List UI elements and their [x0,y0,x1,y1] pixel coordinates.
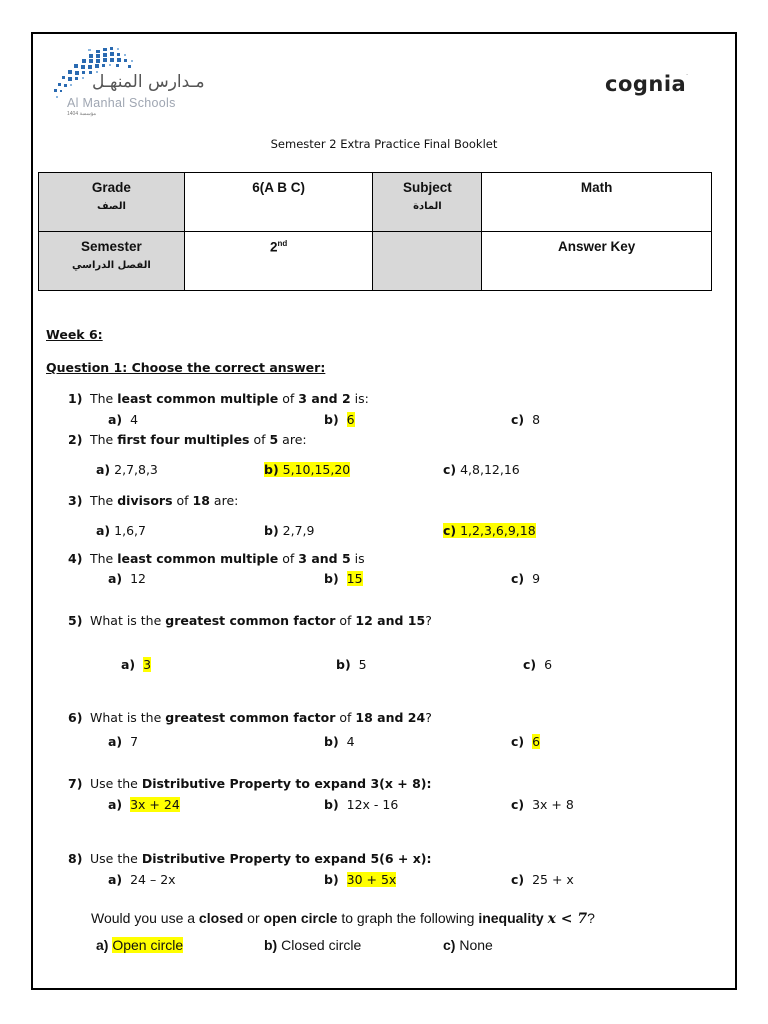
question-6-stem: 6) What is the greatest common factor of 18 and 24? [68,710,432,725]
question-6-option-c-text: 6 [532,734,541,749]
question-1-option-a: a) 4 [108,412,139,427]
final-option-a-text: Open circle [112,937,184,953]
final-option-a: a) Open circle [96,937,184,953]
question-heading: Question 1: Choose the correct answer: [46,360,326,375]
question-4-option-a-text: 12 [130,571,147,586]
question-8-option-a: a) 24 – 2x [108,872,176,887]
question-2-option-c: c) 4,8,12,16 [443,462,520,477]
question-3-option-b-text: 2,7,9 [282,523,315,538]
question-5-option-c: c) 6 [523,657,553,672]
school-note: 1404 مؤسسة [67,111,97,117]
question-5-option-a: a) 3 [121,657,152,672]
answer-key-label: Answer Key [482,232,712,291]
subject-label-ar: المادة [413,201,442,212]
question-7-option-b: b) 12x - 16 [324,797,399,812]
grade-label: Grade [91,180,131,195]
question-1-option-c: c) 8 [511,412,541,427]
question-8-option-b: b) 30 + 5x [324,872,397,887]
final-option-b-text: Closed circle [281,937,362,953]
question-4-option-a: a) 12 [108,571,147,586]
question-5-option-c-text: 6 [544,657,553,672]
question-5-option-b-text: 5 [358,657,367,672]
question-4-stem: 4) The least common multiple of 3 and 5 is [68,551,365,566]
info-table [38,172,712,291]
question-5-option-b: b) 5 [336,657,367,672]
question-6-option-a-text: 7 [130,734,139,749]
question-2-option-a: a) 2,7,8,3 [96,462,158,477]
final-option-c-text: None [459,937,493,953]
question-7-option-b-text: 12x - 16 [346,797,399,812]
question-6-option-b: b) 4 [324,734,355,749]
final-question-stem: Would you use a closed or open circle to graph the following inequality x < 7? [91,910,595,927]
question-4-option-b: b) 15 [324,571,363,586]
cognia-logo: cognia· [605,72,689,96]
final-option-b: b) Closed circle [264,937,362,953]
question-2-option-a-text: 2,7,8,3 [114,462,158,477]
question-3-option-c-text: 1,2,3,6,9,18 [460,523,536,538]
subject-label: Subject [403,180,452,195]
question-5-option-a-text: 3 [143,657,152,672]
question-8-option-a-text: 24 – 2x [130,872,176,887]
semester-label: Semester [81,239,142,254]
question-3-option-a-text: 1,6,7 [114,523,146,538]
question-6-option-b-text: 4 [346,734,355,749]
subject-value: Math [482,173,712,232]
question-8-option-c-text: 25 + x [532,872,574,887]
question-8-stem: 8) Use the Distributive Property to expand 5(6 + x): [68,851,432,866]
booklet-title: Semester 2 Extra Practice Final Booklet [270,137,498,151]
question-4-option-b-text: 15 [346,571,363,586]
subject-label-cell [373,173,482,232]
question-6-option-c: c) 6 [511,734,541,749]
question-2-option-b: b) 5,10,15,20 [264,462,351,477]
question-8-option-c: c) 25 + x [511,872,574,887]
semester-value: 2nd [184,232,373,291]
semester-label-ar: الفصل الدراسي [72,260,151,271]
question-1-option-b: b) 6 [324,412,355,427]
question-4-option-c-text: 9 [532,571,541,586]
grade-value: 6(A B C) [184,173,373,232]
school-name-arabic: مـدارس المنهـل [92,72,205,92]
question-3-option-b: b) 2,7,9 [264,523,315,538]
empty-cell [373,232,482,291]
question-7-option-c-text: 3x + 8 [532,797,574,812]
question-7-option-a: a) 3x + 24 [108,797,180,812]
grade-label-ar: الصف [96,201,126,212]
question-1-stem: 1) The least common multiple of 3 and 2 is: [68,391,369,406]
question-1-option-a-text: 4 [130,412,139,427]
question-7-stem: 7) Use the Distributive Property to expand 3(x + 8): [68,776,432,791]
question-3-option-c: c) 1,2,3,6,9,18 [443,523,536,538]
question-8-option-b-text: 30 + 5x [346,872,397,887]
week-heading: Week 6: [46,327,103,342]
question-7-option-c: c) 3x + 8 [511,797,574,812]
question-2-stem: 2) The first four multiples of 5 are: [68,432,307,447]
final-option-c: c) None [443,937,493,953]
semester-label-cell [39,232,185,291]
question-1-option-b-text: 6 [346,412,355,427]
question-4-option-c: c) 9 [511,571,541,586]
question-6-option-a: a) 7 [108,734,139,749]
question-2-option-b-text: 5,10,15,20 [282,462,351,477]
grade-label-cell [39,173,185,232]
question-1-option-c-text: 8 [532,412,541,427]
question-3-stem: 3) The divisors of 18 are: [68,493,239,508]
question-5-stem: 5) What is the greatest common factor of 12 and 15? [68,613,432,628]
question-7-option-a-text: 3x + 24 [130,797,180,812]
question-2-option-c-text: 4,8,12,16 [460,462,520,477]
school-name-english: Al Manhal Schools [67,96,176,110]
question-3-option-a: a) 1,6,7 [96,523,146,538]
